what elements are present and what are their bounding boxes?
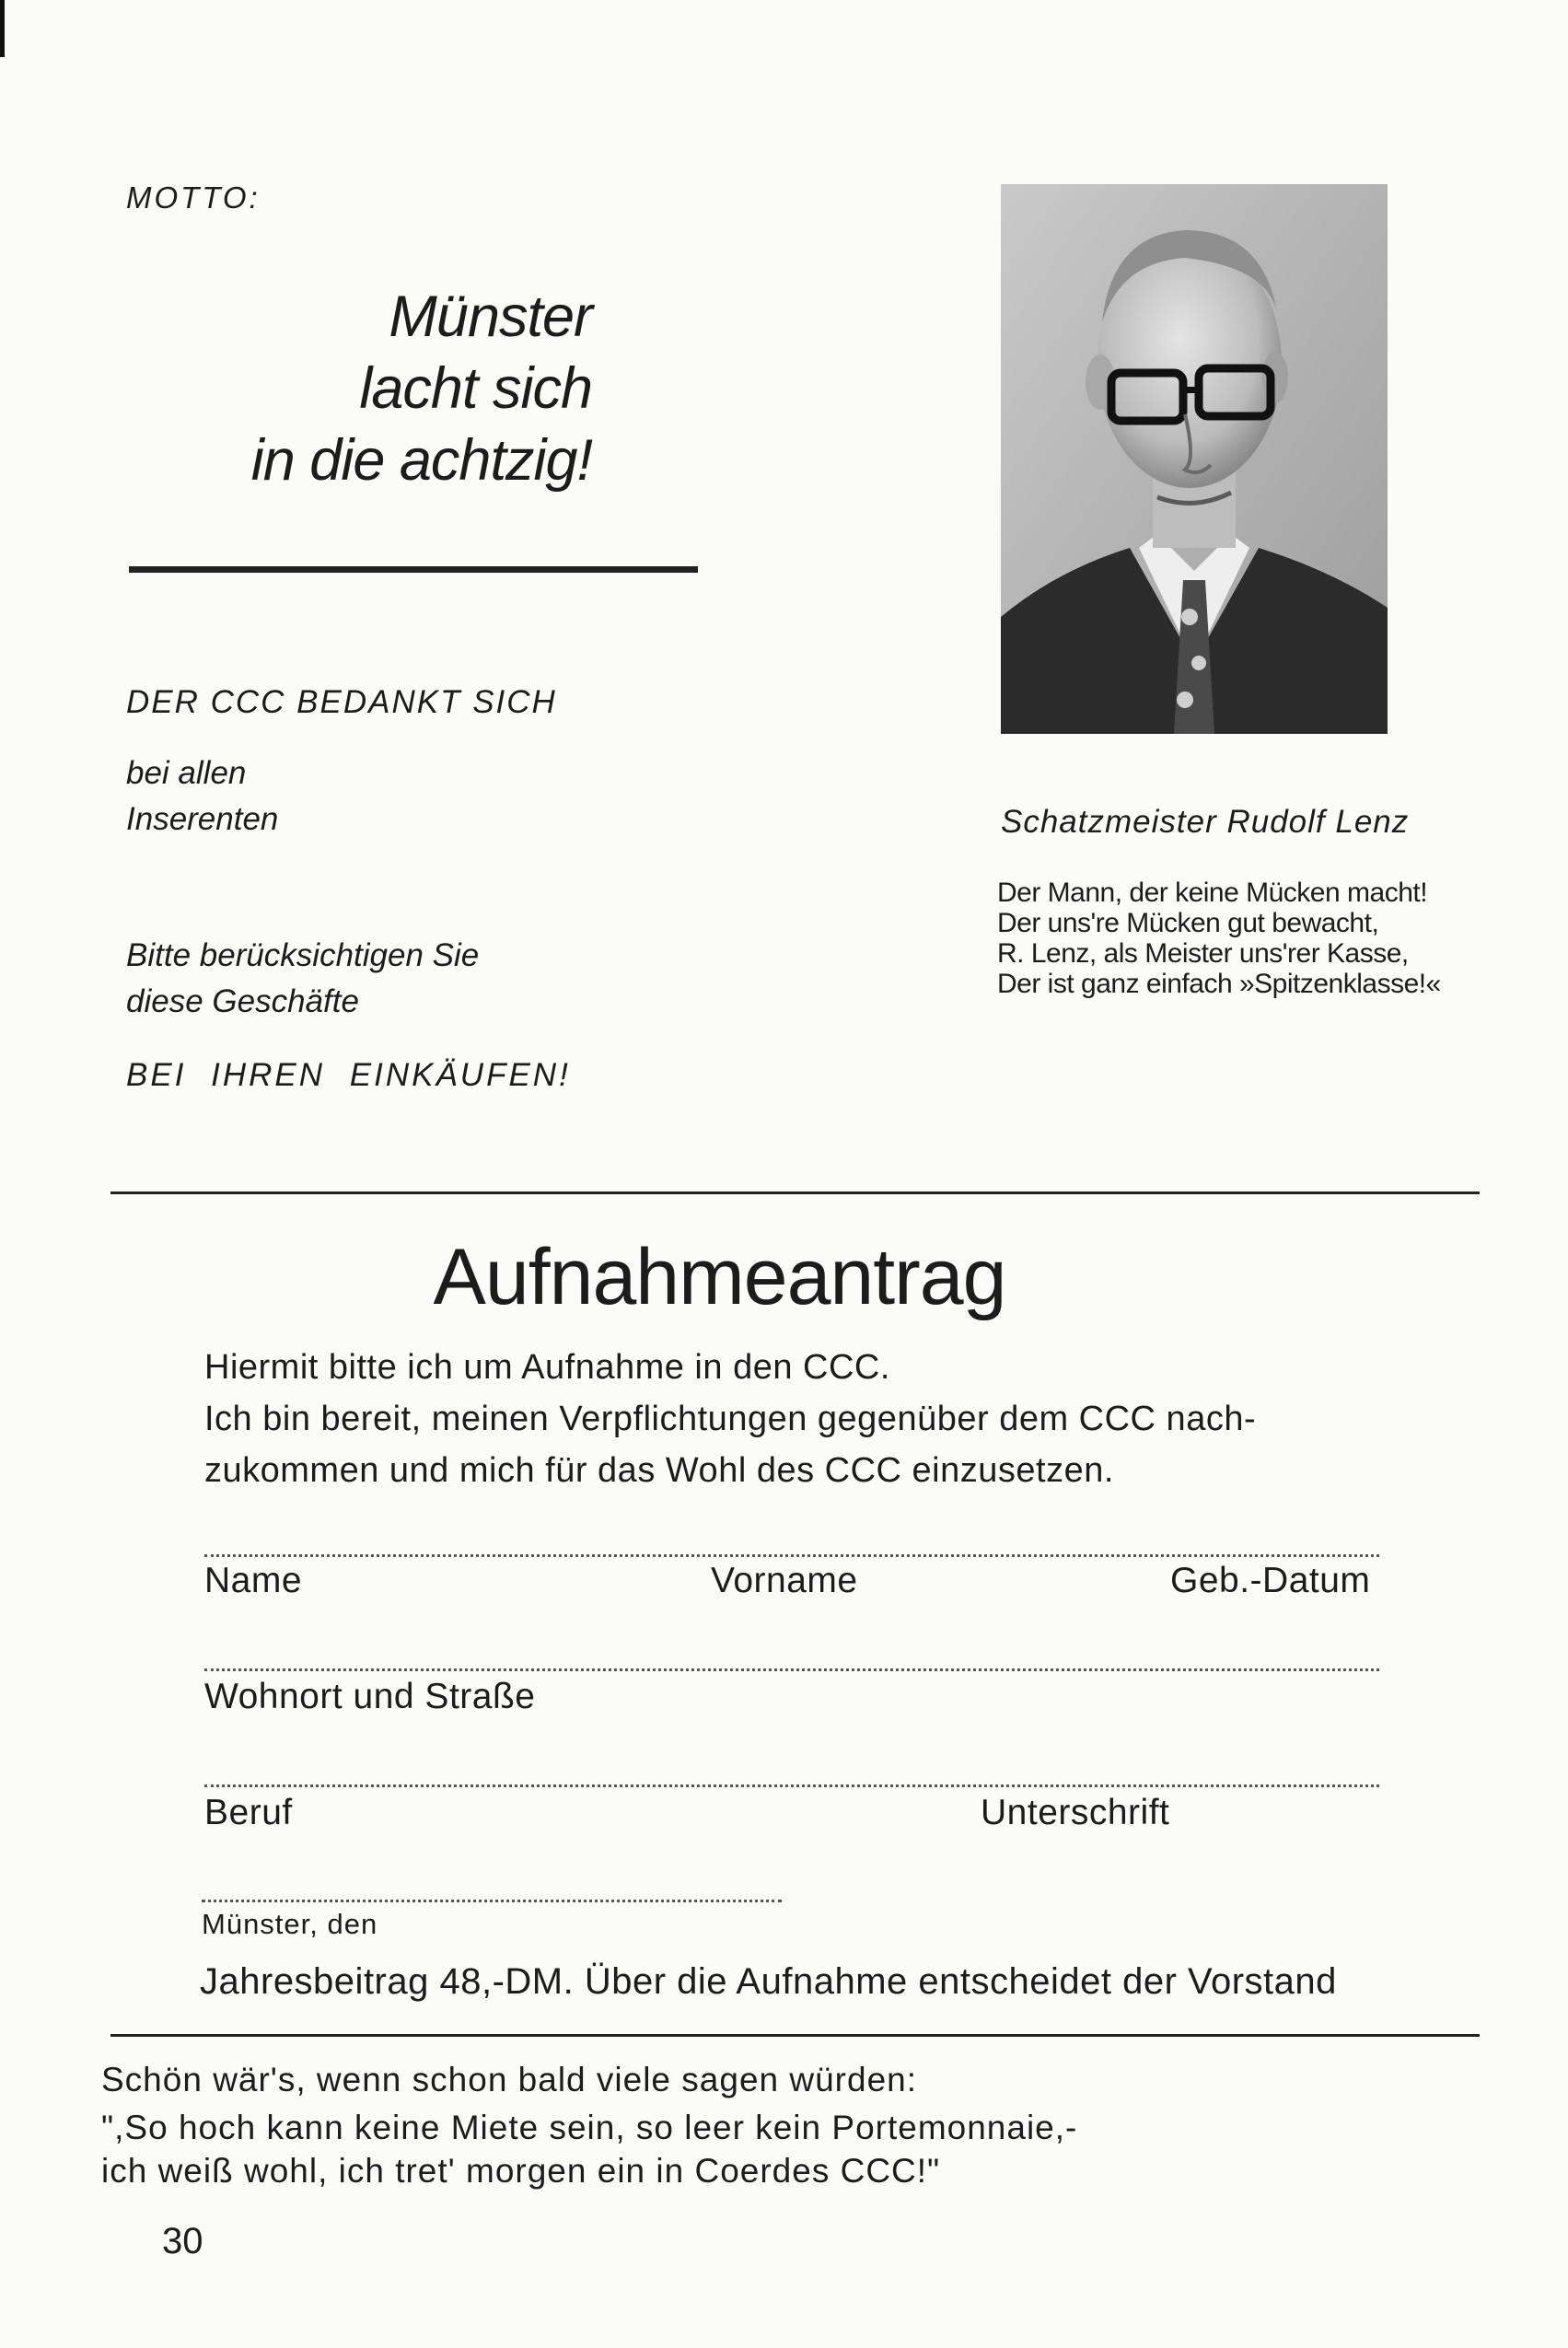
- intro-line: Ich bin bereit, meinen Verpflichtungen gegenüber dem CCC nach-: [204, 1400, 1257, 1438]
- thanks-line: bei allen: [126, 755, 247, 791]
- portrait-photo: [1001, 184, 1388, 734]
- portrait-verse: [997, 878, 1441, 999]
- closing-line: ich weiß wohl, ich tret' morgen ein in Coerdes CCC!": [101, 2152, 941, 2190]
- place-date-line[interactable]: [202, 1900, 782, 1902]
- place-date-label: Münster, den: [202, 1908, 378, 1940]
- page-number: 30: [162, 2221, 203, 2261]
- name-line[interactable]: [204, 1554, 1379, 1557]
- address-line[interactable]: [204, 1668, 1379, 1671]
- verse-line: Der ist ganz einfach »Spitzenklasse!«: [997, 969, 1441, 999]
- portrait-caption: Schatzmeister Rudolf Lenz: [1001, 804, 1410, 840]
- verse-line: Der Mann, der keine Mücken macht!: [997, 878, 1428, 908]
- intro-line: zukommen und mich für das Wohl des CCC einzusetzen.: [204, 1451, 1114, 1490]
- form-top-divider: [110, 1191, 1480, 1194]
- beruf-label: Beruf: [204, 1793, 293, 1832]
- closing-line: Schön wär's, wenn schon bald viele sagen würden:: [101, 2061, 918, 2098]
- name-label: Name: [204, 1561, 303, 1600]
- scan-edge-mark: [0, 0, 5, 57]
- slogan-line: lacht sich: [359, 356, 592, 421]
- form-title: Aufnahmeantrag: [433, 1233, 1006, 1321]
- slogan-line: in die achtzig!: [250, 428, 592, 493]
- verse-line: Der uns're Mücken gut bewacht,: [997, 908, 1379, 938]
- consider-line: Bitte berücksichtigen Sie: [126, 937, 480, 973]
- unterschrift-label: Unterschrift: [981, 1793, 1170, 1832]
- thanks-line: Inserenten: [126, 801, 279, 837]
- occupation-signature-line[interactable]: [204, 1784, 1379, 1787]
- section-divider: [129, 566, 698, 573]
- address-label: Wohnort und Straße: [204, 1677, 536, 1716]
- vorname-label: Vorname: [711, 1561, 858, 1600]
- thanks-heading: DER CCC BEDANKT SICH: [126, 684, 557, 720]
- fee-note: Jahresbeitrag 48,-DM. Über die Aufnahme entscheidet der Vorstand: [200, 1961, 1337, 2002]
- form-intro: [204, 1342, 1256, 1496]
- geb-datum-label: Geb.-Datum: [1170, 1561, 1371, 1600]
- consider-line: diese Geschäfte: [126, 983, 359, 1019]
- closing-line: ",So hoch kann keine Miete sein, so leer kein Portemonnaie,-: [101, 2109, 1078, 2146]
- slogan-line: Münster: [389, 285, 592, 349]
- motto-slogan: [251, 281, 592, 496]
- form-bottom-divider: [110, 2034, 1480, 2037]
- shopping-note: BEI IHREN EINKÄUFEN!: [126, 1057, 571, 1093]
- verse-line: R. Lenz, als Meister uns'rer Kasse,: [997, 938, 1409, 969]
- intro-line: Hiermit bitte ich um Aufnahme in den CCC.: [204, 1348, 890, 1387]
- motto-label: MOTTO:: [126, 180, 261, 215]
